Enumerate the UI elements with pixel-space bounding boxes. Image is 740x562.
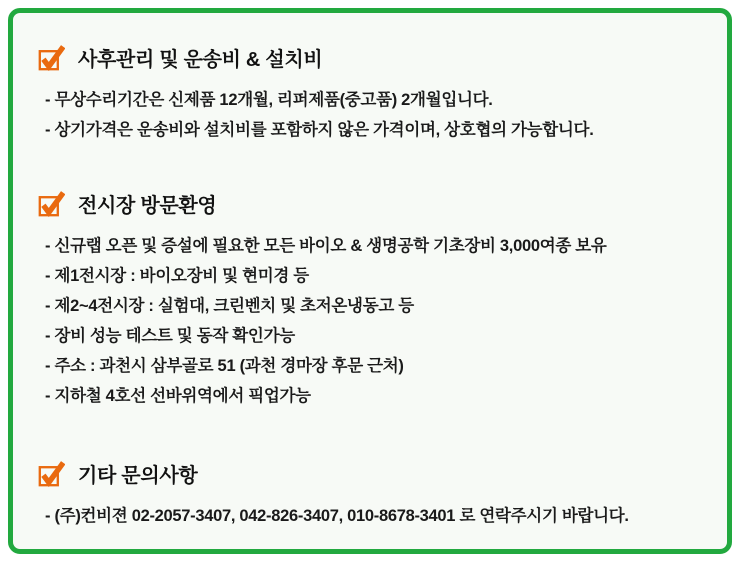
list-item: - 신규랩 오픈 및 증설에 필요한 모든 바이오 & 생명공학 기초장비 3,000여종 보유 <box>45 237 607 255</box>
notice-section <box>38 459 705 531</box>
checkbox-checked-icon <box>38 44 65 71</box>
list-item: - 장비 성능 테스트 및 동작 확인가능 <box>45 327 295 345</box>
list-item: - 무상수리기간은 신제품 12개월, 리퍼제품(중고품) 2개월입니다. <box>45 91 493 109</box>
list-item: - 상기가격은 운송비와 설치비를 포함하지 않은 가격이며, 상호협의 가능합니다. <box>45 121 594 139</box>
notice-section <box>38 43 705 145</box>
list-item: - (주)컨비젼 02-2057-3407, 042-826-3407, 010-8678-3401 로 연락주시기 바랍니다. <box>45 507 629 525</box>
sections-container <box>13 13 727 549</box>
section-items <box>38 501 705 531</box>
section-title: 사후관리 및 운송비 & 설치비 <box>78 48 323 71</box>
checkbox-checked-icon <box>38 460 65 487</box>
list-item: - 제2~4전시장 : 실험대, 크린벤치 및 초저온냉동고 등 <box>45 297 414 315</box>
notice-card <box>8 8 732 554</box>
section-items <box>38 231 705 411</box>
section-header <box>38 189 705 217</box>
list-item: - 지하철 4호선 선바위역에서 픽업가능 <box>45 387 311 405</box>
section-title: 기타 문의사항 <box>78 464 198 487</box>
notice-section <box>38 189 705 411</box>
checkbox-checked-icon <box>38 190 65 217</box>
section-items <box>38 85 705 145</box>
section-title: 전시장 방문환영 <box>78 194 217 217</box>
list-item: - 제1전시장 : 바이오장비 및 현미경 등 <box>45 267 309 285</box>
section-header <box>38 43 705 71</box>
section-header <box>38 459 705 487</box>
list-item: - 주소 : 과천시 삼부골로 51 (과천 경마장 후문 근처) <box>45 357 404 375</box>
